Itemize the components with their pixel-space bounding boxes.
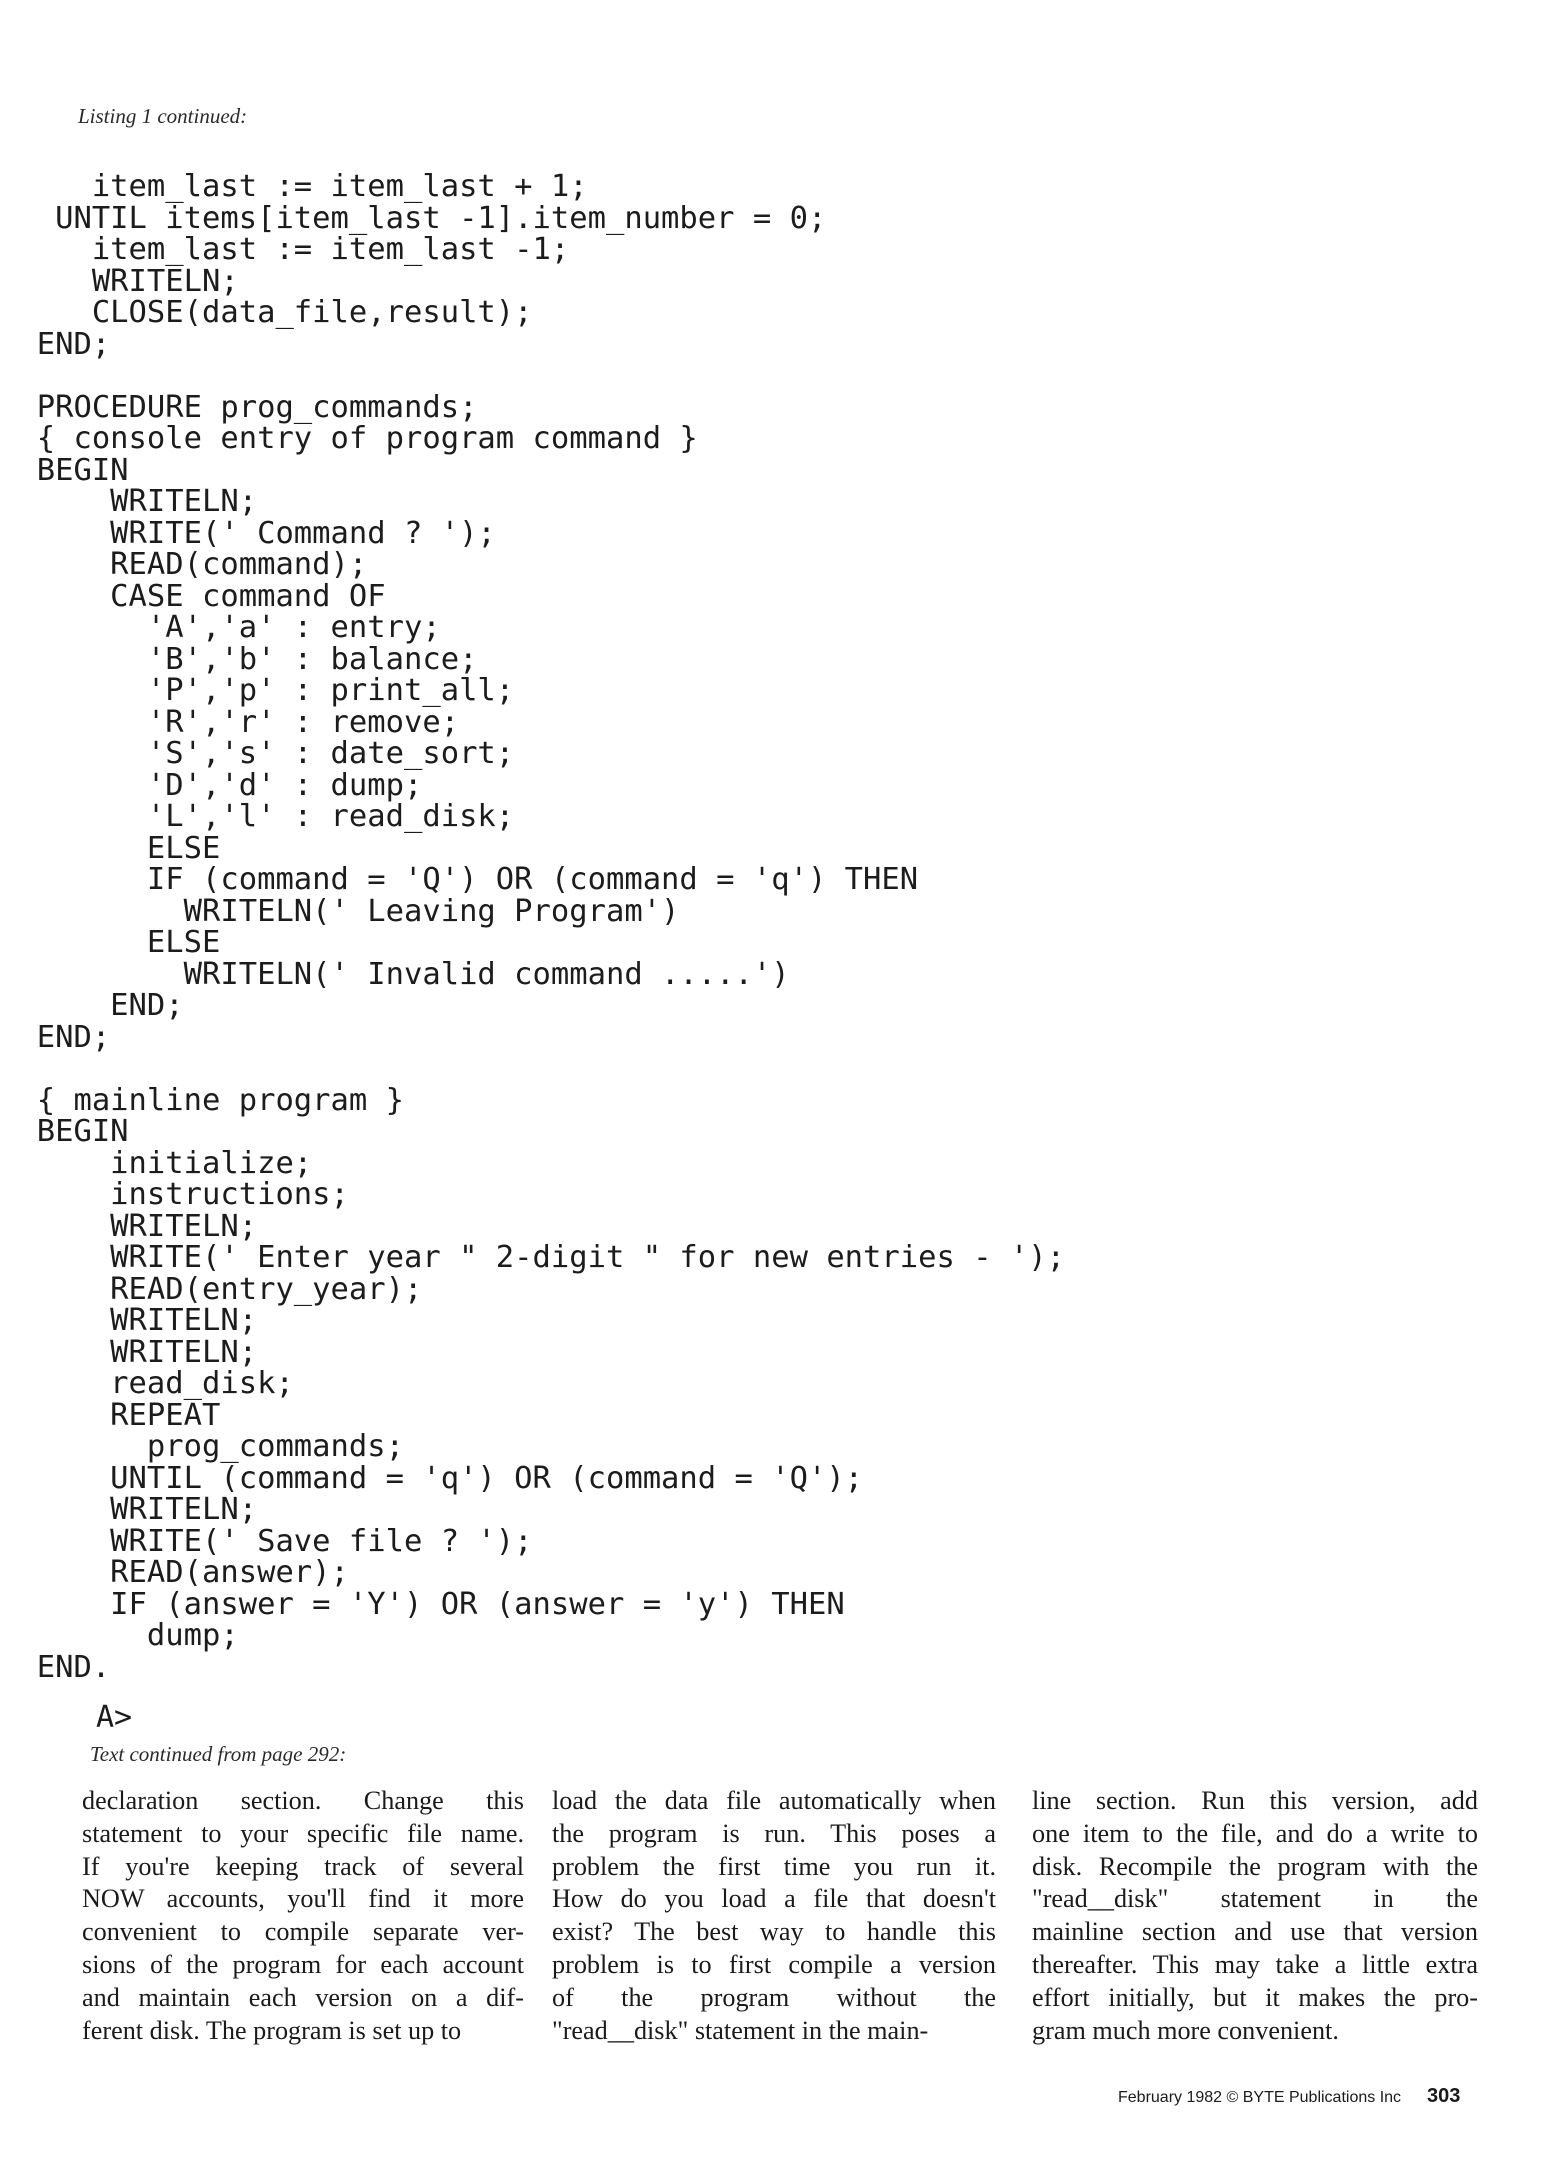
- code-line: dump;: [0, 1618, 239, 1653]
- code-line: ELSE: [0, 830, 221, 866]
- code-line: 'L','l' : read_disk;: [0, 799, 515, 834]
- code-line: READ(command);: [0, 547, 368, 582]
- code-line: WRITELN(' Leaving Program'): [0, 893, 680, 929]
- code-line: WRITE(' Save file ? ');: [0, 1523, 533, 1559]
- code-line: [0, 1053, 1065, 1085]
- page-number: 303: [1427, 2085, 1461, 2107]
- code-line: { mainline program }: [0, 1082, 404, 1118]
- code-line: BEGIN: [0, 1114, 129, 1149]
- code-line: UNTIL items[item_last -1].item_number = 0;: [0, 200, 827, 236]
- code-listing: [0, 171, 1065, 1683]
- text-line: "read__disk" statement in the: [1032, 1884, 1478, 1914]
- code-line: CLOSE(data_file,result);: [0, 295, 533, 330]
- code-line: CASE command OF: [0, 578, 386, 614]
- text-continued-caption: Text continued from page 292:: [90, 1742, 347, 1766]
- text-line: exist? The best way to handle this: [552, 1917, 996, 1947]
- code-line: 'D','d' : dump;: [0, 767, 423, 803]
- listing-caption: Listing 1 continued:: [78, 104, 248, 128]
- code-line: END;: [0, 988, 184, 1023]
- code-line: WRITELN;: [0, 1208, 258, 1244]
- text-line: ferent disk. The program is set up to: [82, 2015, 462, 2045]
- code-line: END;: [0, 326, 111, 362]
- code-line: WRITELN;: [0, 484, 258, 519]
- code-line: UNTIL (command = 'q') OR (command = 'Q');: [0, 1460, 864, 1496]
- code-line: initialize;: [0, 1145, 313, 1181]
- code-line: IF (command = 'Q') OR (command = 'q') THEN: [0, 862, 919, 897]
- code-line: { console entry of program command }: [0, 421, 698, 456]
- code-line: read_disk;: [0, 1366, 294, 1401]
- code-line: 'A','a' : entry;: [0, 610, 441, 645]
- text-line: and maintain each version on a dif-: [82, 1982, 524, 2012]
- code-line: END;: [0, 1019, 111, 1055]
- code-line: PROCEDURE prog_commands;: [0, 389, 478, 425]
- code-line: [0, 360, 1065, 392]
- text-line: problem the first time you run it.: [552, 1851, 996, 1881]
- text-line: "read__disk" statement in the main-: [552, 2015, 929, 2045]
- code-line: instructions;: [0, 1177, 349, 1212]
- code-line: IF (answer = 'Y') OR (answer = 'y') THEN: [0, 1586, 845, 1622]
- code-line: BEGIN: [0, 452, 129, 488]
- code-line: READ(entry_year);: [0, 1271, 423, 1307]
- text-line: line section. Run this version, add: [1032, 1786, 1478, 1815]
- footer-credit: February 1982 © BYTE Publications Inc: [1118, 2089, 1402, 2106]
- text-column-3: [1032, 1785, 1478, 2047]
- code-line: WRITE(' Enter year " 2-digit " for new entries - ');: [0, 1240, 1066, 1275]
- text-line: NOW accounts, you'll find it more: [82, 1884, 524, 1914]
- code-line: 'S','s' : date_sort;: [0, 736, 515, 771]
- text-line: declaration section. Change this: [82, 1786, 524, 1815]
- code-line: item_last := item_last + 1;: [0, 169, 588, 204]
- code-line: WRITELN;: [0, 263, 239, 299]
- code-line: 'R','r' : remove;: [0, 704, 460, 740]
- command-prompt: A>: [96, 1700, 133, 1735]
- text-line: statement to your specific file name.: [82, 1818, 524, 1848]
- code-line: WRITELN(' Invalid command .....'): [0, 956, 790, 992]
- code-line: WRITE(' Command ? ');: [0, 515, 496, 551]
- text-line: mainline section and use that version: [1032, 1917, 1478, 1947]
- text-line: of the program without the: [552, 1982, 996, 2012]
- text-column-1: [82, 1785, 524, 2047]
- text-line: problem is to first compile a version: [552, 1949, 996, 1979]
- code-line: item_last := item_last -1;: [0, 232, 570, 267]
- page-footer: [1118, 2085, 1460, 2108]
- code-line: REPEAT: [0, 1397, 221, 1433]
- text-line: sions of the program for each account: [82, 1949, 524, 1979]
- text-line: thereafter. This may take a little extra: [1032, 1949, 1478, 1979]
- text-column-2: [552, 1785, 996, 2047]
- code-line: 'B','b' : balance;: [0, 641, 478, 677]
- text-line: convenient to compile separate ver-: [82, 1917, 524, 1947]
- text-line: disk. Recompile the program with the: [1032, 1851, 1478, 1881]
- code-line: 'P','p' : print_all;: [0, 673, 515, 708]
- text-line: gram much more convenient.: [1032, 2015, 1339, 2045]
- code-line: ELSE: [0, 925, 221, 960]
- code-line: prog_commands;: [0, 1429, 404, 1464]
- code-line: READ(answer);: [0, 1555, 349, 1590]
- text-line: the program is run. This poses a: [552, 1818, 996, 1848]
- text-line: How do you load a file that doesn't: [552, 1884, 996, 1914]
- code-line: WRITELN;: [0, 1334, 258, 1370]
- code-line: WRITELN;: [0, 1492, 258, 1527]
- text-line: one item to the file, and do a write to: [1032, 1818, 1478, 1848]
- text-line: If you're keeping track of several: [82, 1851, 524, 1881]
- text-line: effort initially, but it makes the pro-: [1032, 1982, 1478, 2012]
- code-line: WRITELN;: [0, 1303, 258, 1338]
- text-line: load the data file automatically when: [552, 1786, 996, 1815]
- code-line: END.: [0, 1649, 111, 1685]
